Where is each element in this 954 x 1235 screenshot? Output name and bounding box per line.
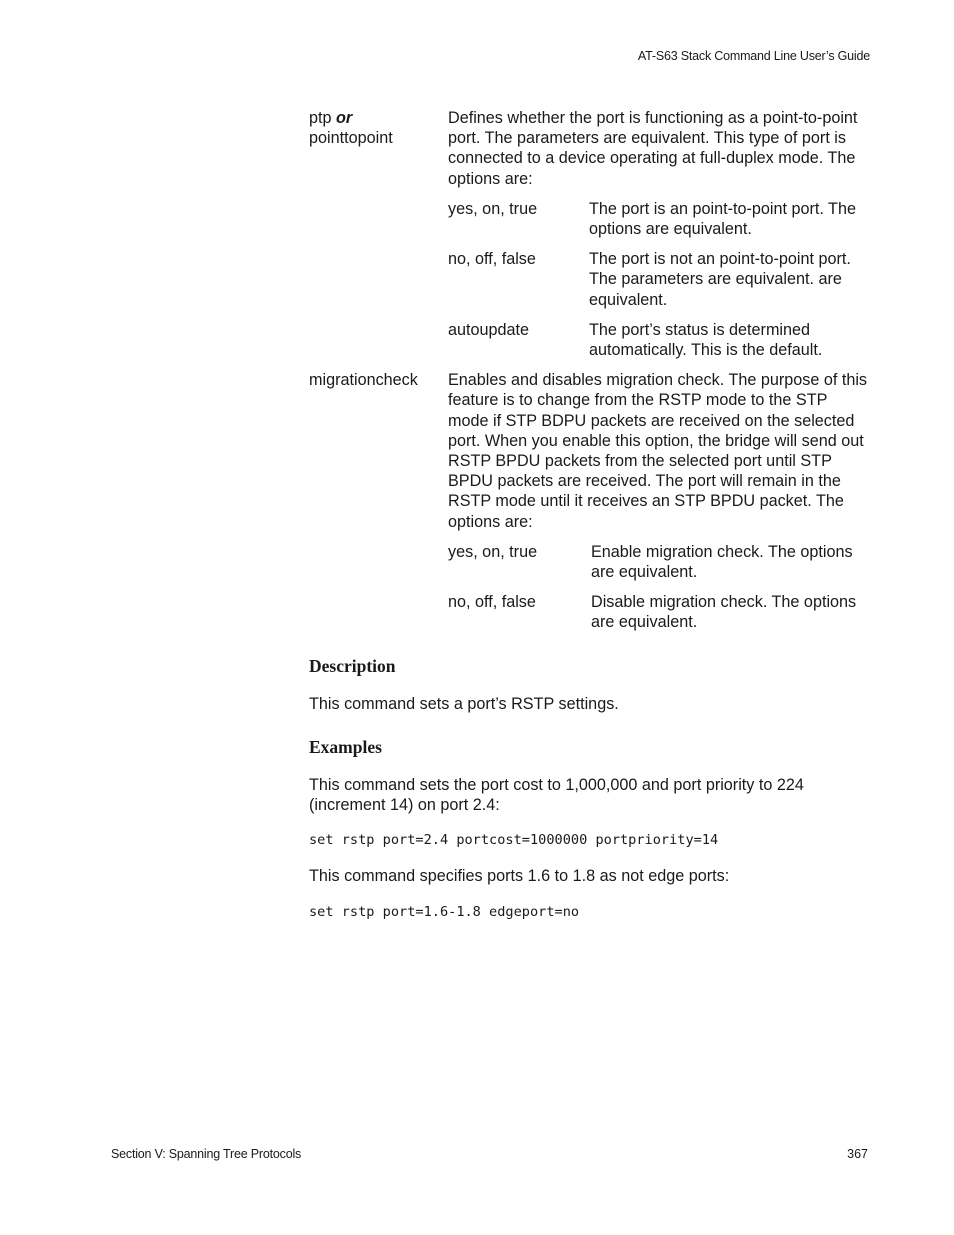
option-desc: Enable migration check. The options are equivalent. <box>591 542 853 582</box>
example2-text: This command specifies ports 1.6 to 1.8 as not edge ports: <box>309 867 730 886</box>
description-text: This command sets a port’s RSTP settings. <box>309 694 619 713</box>
page-number: 367 <box>847 1147 868 1161</box>
option-name: no, off, false <box>448 593 536 612</box>
param-name-suffix: pointtopoint <box>309 129 393 148</box>
param-name-ptp <box>309 108 448 360</box>
param-description: Defines whether the port is functioning as a point-to-point port. The parameters are equivalent. This type of port is connected to a device operating at full-duplex mode. The options are: <box>448 109 858 188</box>
option-row <box>448 542 869 582</box>
param-row-migrationcheck <box>309 370 869 632</box>
footer-section: Section V: Spanning Tree Protocols <box>111 1147 302 1161</box>
param-description: Enables and disables migration check. The purpose of this feature is to change from the RSTP mode to the STP mode if STP BDPU packets are received on the selected port. When you enable this option, the bridge will send out RSTP BPDU packets from the selected port until STP BPDU packets are received. The port will remain in the RSTP mode until it receives an STP BPDU packet. The options are: <box>448 371 868 531</box>
option-name: yes, on, true <box>448 199 538 218</box>
example1-text: This command sets the port cost to 1,000,000 and port priority to 224 (increment 14) on port 2.4: <box>309 775 804 815</box>
option-desc: The port’s status is determined automatically. This is the default. <box>589 320 823 360</box>
example1-code: set rstp port=2.4 portcost=1000000 portpriority=14 <box>309 832 719 849</box>
option-desc: The port is not an point-to-point port. The parameters are equivalent. are equivalent. <box>589 250 851 309</box>
option-desc: The port is an point-to-point port. The options are equivalent. <box>589 199 856 239</box>
example2-code: set rstp port=1.6-1.8 edgeport=no <box>309 904 580 921</box>
option-name: yes, on, true <box>448 542 538 561</box>
option-name: no, off, false <box>448 250 536 269</box>
option-desc: Disable migration check. The options are equivalent. <box>591 593 857 632</box>
param-row-ptp <box>309 108 869 360</box>
option-row <box>448 320 869 360</box>
option-row <box>448 249 869 310</box>
main-content <box>309 108 869 921</box>
param-desc-ptp <box>448 108 869 360</box>
option-row <box>448 199 869 239</box>
param-desc-migrationcheck <box>448 370 869 632</box>
option-name: autoupdate <box>448 320 530 339</box>
param-name-migrationcheck: migrationcheck <box>309 371 418 390</box>
param-name-prefix: ptp <box>309 109 332 127</box>
examples-heading: Examples <box>309 736 382 757</box>
running-header: AT-S63 Stack Command Line User’s Guide <box>637 49 870 63</box>
option-row <box>448 592 869 632</box>
param-name-or: or <box>336 109 353 127</box>
description-heading: Description <box>309 655 396 676</box>
